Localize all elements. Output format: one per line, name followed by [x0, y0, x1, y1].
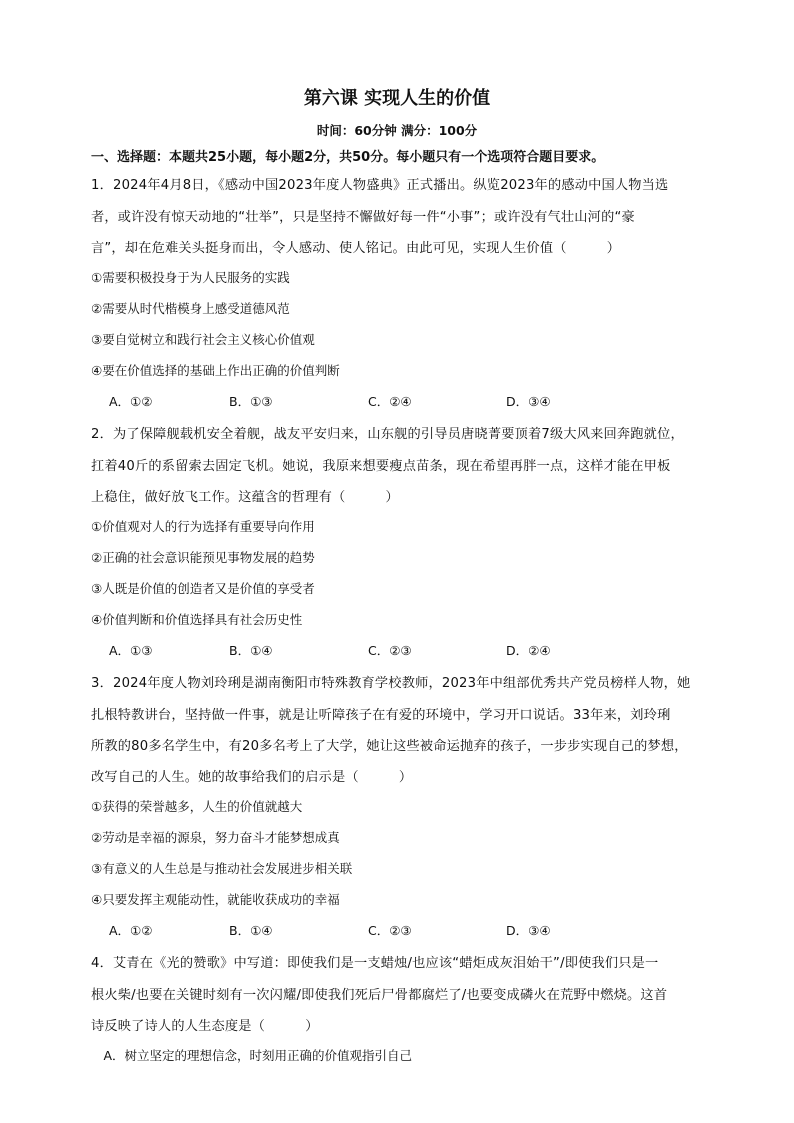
question-3-choice-d: D．③④ — [506, 923, 551, 938]
question-3-statement-3: ③有意义的人生总是与推动社会发展进步相关联 — [91, 861, 353, 876]
question-1-stem-line-2: 者，或许没有惊天动地的“壮举”，只是坚持不懈做好每一件“小事”；或许没有气壮山河的“豪 — [91, 210, 635, 225]
question-2-statement-2: ②正确的社会意识能预见事物发展的趋势 — [91, 550, 315, 565]
page-title: 第六课 实现人生的价值 — [303, 88, 491, 109]
exam-meta: 时间：60分钟 满分：100分 — [316, 123, 478, 138]
question-3-stem-line-4: 改写自己的人生。她的故事给我们的启示是（ ） — [91, 770, 413, 785]
question-2-stem-line-1: 2．为了保障舰载机安全着舰，战友平安归来，山东舰的引导员唐晓菁要顶着7级大风来回奔跑就位， — [91, 427, 684, 442]
question-2-stem-line-3: 上稳住，做好放飞工作。这蕴含的哲理有（ ） — [91, 490, 399, 505]
question-2-stem-line-2: 扛着40斤的系留索去固定飞机。她说，我原来想要瘦点苗条，现在希望再胖一点，这样才能在甲板 — [91, 459, 671, 474]
question-2-choice-c: C．②③ — [368, 643, 412, 658]
question-3-stem-line-2: 扎根特教讲台，坚持做一件事，就是让听障孩子在有爱的环境中，学习开口说话。33年来，刘玲琍 — [91, 708, 671, 723]
question-3-stem-line-3: 所教的80多名学生中，有20多名考上了大学，她让这些被命运抛弃的孩子，一步步实现自己的梦想， — [91, 739, 688, 754]
question-4-stem-line-2: 根火柴/也要在关键时刻有一次闪耀/即使我们死后尸骨都腐烂了/也要变成磷火在荒野中燃烧。这首 — [91, 988, 668, 1003]
question-1-choice-b: B．①③ — [229, 394, 273, 409]
question-3-choice-c: C．②③ — [368, 923, 412, 938]
question-4-choice-a: A．树立坚定的理想信念，时刻用正确的价值观指引自己 — [91, 1048, 413, 1063]
question-3-stem-line-1: 3．2024年度人物刘玲琍是湖南衡阳市特殊教育学校教师，2023年中组部优秀共产党员榜样人物，她 — [91, 676, 691, 691]
question-1-choice-d: D．③④ — [506, 394, 551, 409]
question-4-stem-line-3: 诗反映了诗人的人生态度是（ ） — [91, 1019, 319, 1034]
question-2-choice-d: D．②④ — [506, 643, 551, 658]
question-2-statement-3: ③人既是价值的创造者又是价值的享受者 — [91, 581, 315, 596]
question-3-choice-b: B．①④ — [229, 923, 273, 938]
question-1-choice-a: A．①② — [109, 394, 153, 409]
question-3-statement-1: ①获得的荣誉越多，人生的价值就越大 — [91, 799, 303, 814]
question-2-statement-1: ①价值观对人的行为选择有重要导向作用 — [91, 519, 315, 534]
question-2-choice-b: B．①④ — [229, 643, 273, 658]
section-heading: 一、选择题：本题共25小题，每小题2分，共50分。每小题只有一个选项符合题目要求。 — [91, 150, 605, 165]
question-4-stem-line-1: 4．艾青在《光的赞歌》中写道：即使我们是一支蜡烛/也应该“蜡炬成灰泪始干”/即使我们只是一 — [91, 956, 659, 971]
question-1-stem-line-1: 1．2024年4月8日，《感动中国2023年度人物盛典》正式播出。纵览2023年的感动中国人物当选 — [91, 178, 669, 193]
question-1-stem-line-3: 言”，却在危难关头挺身而出，令人感动、使人铭记。由此可见，实现人生价值（ ） — [91, 241, 621, 256]
question-3-statement-2: ②劳动是幸福的源泉，努力奋斗才能梦想成真 — [91, 830, 340, 845]
question-2-statement-4: ④价值判断和价值选择具有社会历史性 — [91, 612, 303, 627]
question-3-statement-4: ④只要发挥主观能动性，就能收获成功的幸福 — [91, 892, 340, 907]
question-1-choice-c: C．②④ — [368, 394, 412, 409]
question-1-statement-1: ①需要积极投身于为人民服务的实践 — [91, 270, 290, 285]
question-1-statement-2: ②需要从时代楷模身上感受道德风范 — [91, 301, 290, 316]
question-3-choice-a: A．①② — [109, 923, 153, 938]
question-1-statement-4: ④要在价值选择的基础上作出正确的价值判断 — [91, 363, 340, 378]
question-2-choice-a: A．①③ — [109, 643, 153, 658]
question-1-statement-3: ③要自觉树立和践行社会主义核心价值观 — [91, 332, 315, 347]
